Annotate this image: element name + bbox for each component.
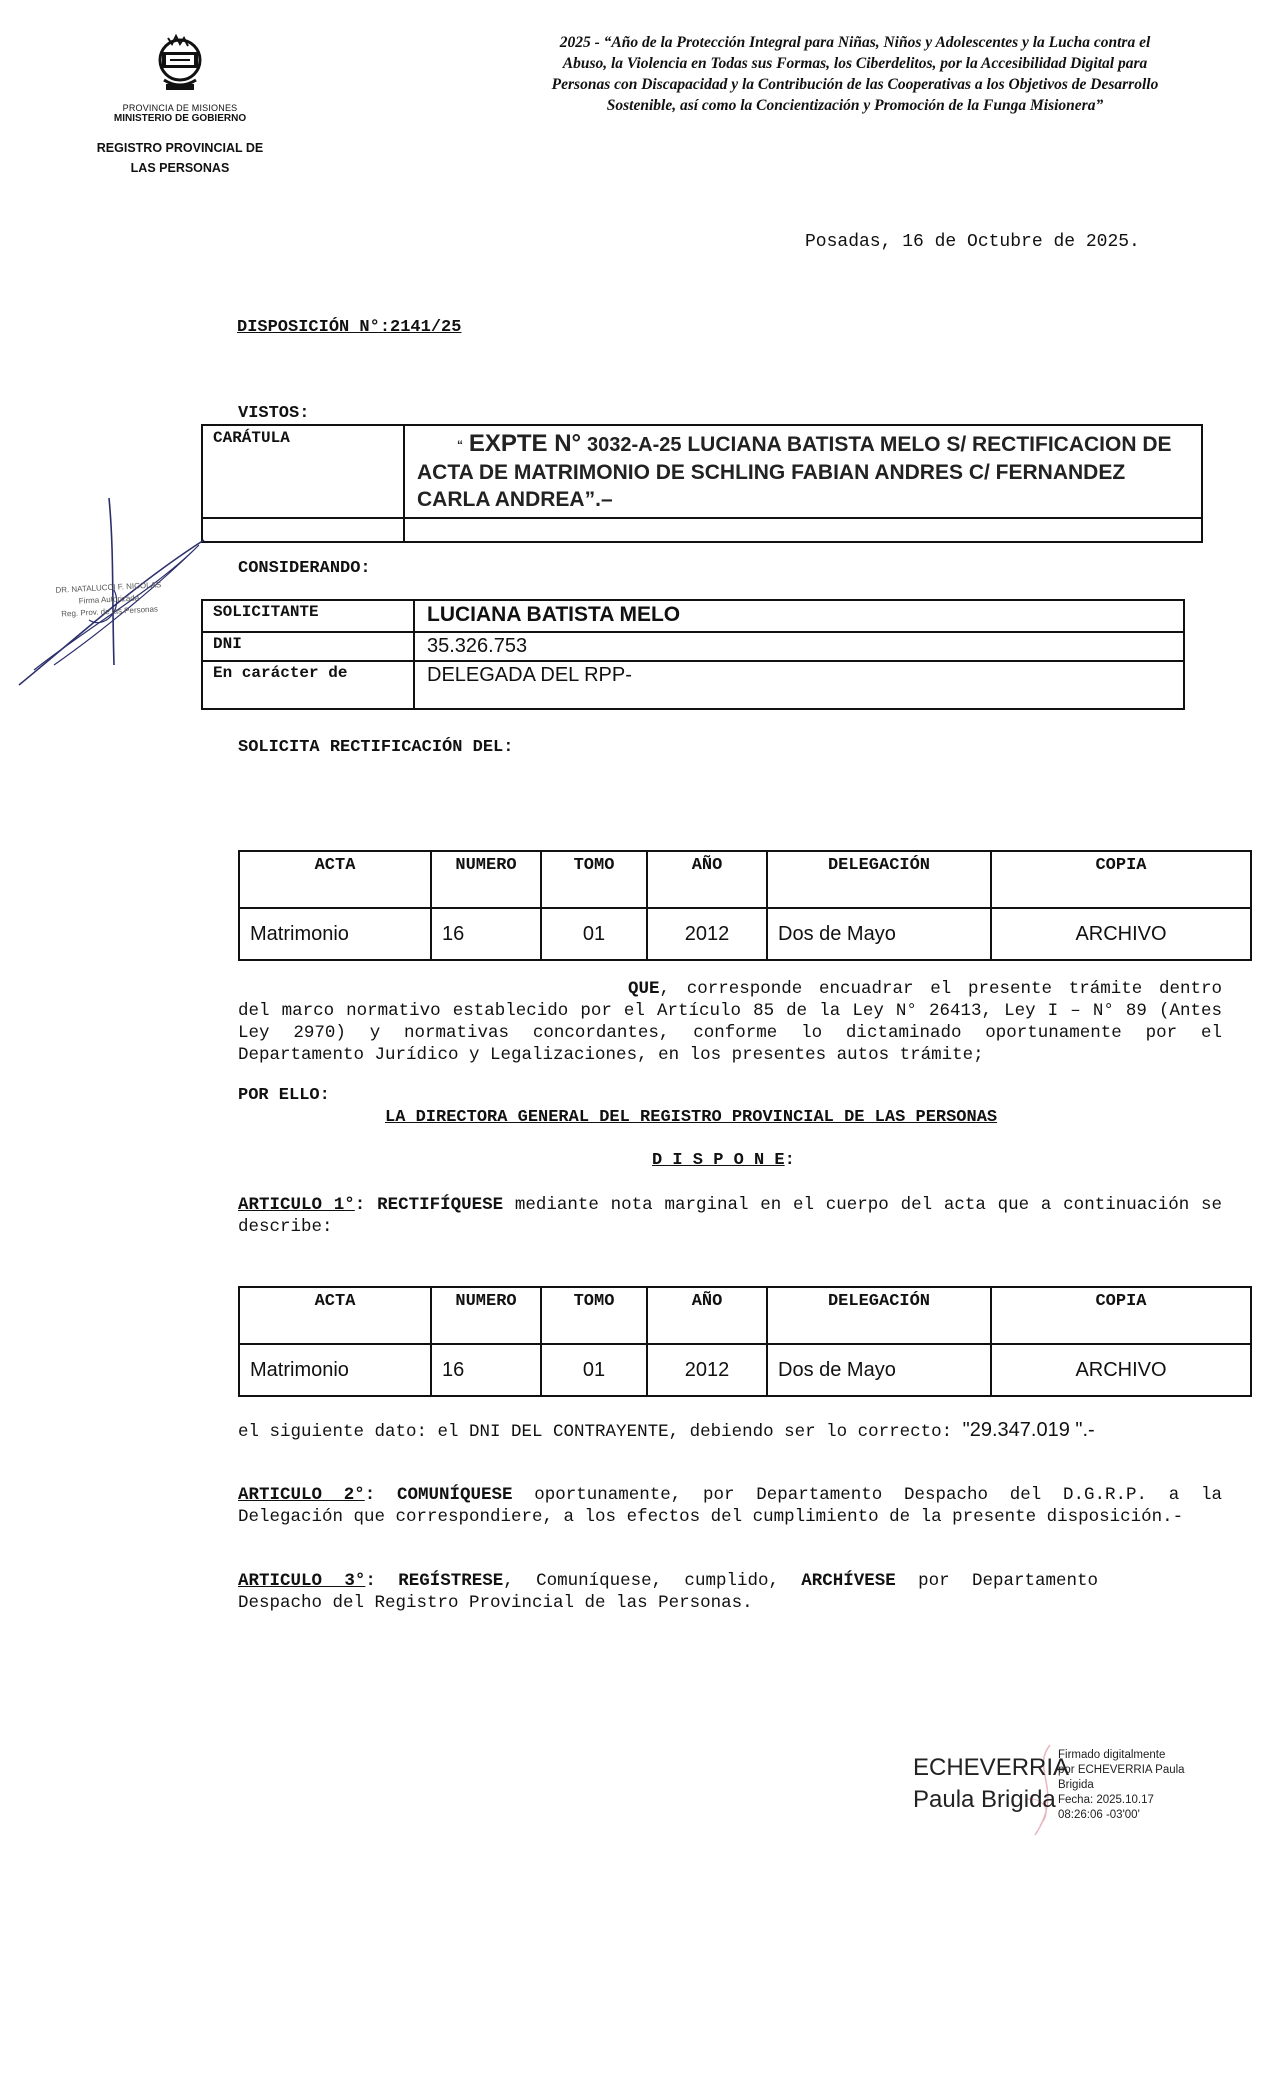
cell-acta: Matrimonio	[239, 1344, 431, 1396]
disposition-number: DISPOSICIÓN N°:2141/25	[237, 318, 462, 337]
caratula-label: CARÁTULA	[202, 425, 404, 518]
cell-anio: 2012	[647, 1344, 767, 1396]
caratula-text: LUCIANA BATISTA MELO S/ RECTIFICACION DE ACTA DE MATRIMONIO DE SCHLING FABIAN ANDRES C/ FERNANDEZ CARLA ANDREA	[417, 433, 1172, 511]
org-ministry: MINISTERIO DE GOBIERNO	[113, 113, 247, 124]
col-acta: ACTA	[239, 851, 431, 908]
signer-name: ECHEVERRIA Paula Brigida	[913, 1754, 1070, 1813]
que-paragraph: QUE, corresponde encuadrar el presente trámite dentro del marco normativo establecido por el Artículo 85 de la Ley N° 26413, Ley I – N° 89 (Antes Ley 2970) y normativas concordantes, conforme lo dictaminado oportunamente por el Departamento Jurídico y Legalizaciones, en los presentes autos trámite;	[238, 979, 1222, 1065]
cell-acta: Matrimonio	[239, 908, 431, 960]
col-numero: NUMERO	[431, 1287, 541, 1344]
authorization-stamp: DR. NATALUCCI F. NICOLAS Firma Autorizada Reg. Prov. de las Personas	[55, 580, 162, 619]
table-row	[239, 1344, 1251, 1396]
col-anio: AÑO	[647, 851, 767, 908]
cell-anio: 2012	[647, 908, 767, 960]
cell-tomo: 01	[541, 1344, 647, 1396]
col-numero: NUMERO	[431, 851, 541, 908]
document-date: Posadas, 16 de Octubre de 2025.	[805, 232, 1140, 252]
acta-table-rectify	[238, 1286, 1252, 1397]
empty-cell	[404, 518, 1202, 542]
col-copia: COPIA	[991, 851, 1251, 908]
solicitante-table	[201, 599, 1185, 710]
digital-signature-meta: Firmado digitalmente por ECHEVERRIA Paula Brigida Fecha: 2025.10.17 08:26:06 -03'00'	[1058, 1749, 1185, 1821]
articulo-2: ARTICULO 2°: COMUNÍQUESE oportunamente, por Departamento Despacho del D.G.R.P. a la Delegación que correspondiere, a los efectos del cumplimiento de la presente disposición.-	[238, 1485, 1222, 1527]
dispone-heading: D I S P O N E:	[652, 1151, 795, 1170]
caratula-value: “ EXPTE N° 3032-A-25 LUCIANA BATISTA MELO S/ RECTIFICACION DE ACTA DE MATRIMONIO DE SCHLING FABIAN ANDRES C/ FERNANDEZ CARLA ANDREA”.–	[404, 425, 1202, 518]
directora-title: LA DIRECTORA GENERAL DEL REGISTRO PROVINCIAL DE LAS PERSONAS	[385, 1108, 998, 1127]
expte-label: EXPTE N°	[468, 430, 582, 457]
header-logo-block	[80, 24, 280, 178]
cell-delegacion: Dos de Mayo	[767, 1344, 991, 1396]
table-row	[239, 908, 1251, 960]
vistos-label: VISTOS:	[238, 404, 310, 423]
year-motto: 2025 - “Año de la Protección Integral para Niñas, Niños y Adolescentes y la Lucha contra el Abuso, la Violencia en Todas sus Formas, los Ciberdelitos, por la Accesibilidad Digital para Personas con Discapacidad y la Contribución de las Cooperativas a los Objetivos de Desarrollo Sostenible, así como la Concientización y Promoción de la Funga Misionera”	[551, 34, 1159, 114]
expte-number: 3032-A-25	[586, 434, 682, 456]
correct-value: "29.347.019 ".-	[962, 1419, 1095, 1441]
empty-cell	[202, 518, 404, 542]
dato-line: el siguiente dato: el DNI DEL CONTRAYENTE, debiendo ser lo correcto: "29.347.019 ".-	[238, 1419, 1095, 1442]
col-tomo: TOMO	[541, 1287, 647, 1344]
cell-copia: ARCHIVO	[991, 908, 1251, 960]
dni-label: DNI	[202, 632, 414, 661]
col-acta: ACTA	[239, 1287, 431, 1344]
org-province: PROVINCIA DE MISIONES	[122, 103, 238, 113]
provincial-seal-icon	[144, 24, 216, 96]
acta-header-row	[239, 851, 1251, 908]
articulo-1: ARTICULO 1°: RECTIFÍQUESE mediante nota marginal en el cuerpo del acta que a continuación se describe:	[238, 1195, 1222, 1237]
cell-copia: ARCHIVO	[991, 1344, 1251, 1396]
col-delegacion: DELEGACIÓN	[767, 851, 991, 908]
caracter-value: DELEGADA DEL RPP-	[414, 661, 1184, 709]
cell-numero: 16	[431, 908, 541, 960]
acta-header-row	[239, 1287, 1251, 1344]
solicita-label: SOLICITA RECTIFICACIÓN DEL:	[238, 738, 514, 757]
dni-value: 35.326.753	[414, 632, 1184, 661]
cell-tomo: 01	[541, 908, 647, 960]
considerando-label: CONSIDERANDO:	[238, 559, 371, 578]
col-anio: AÑO	[647, 1287, 767, 1344]
solicitante-value: LUCIANA BATISTA MELO	[414, 600, 1184, 632]
acta-table-request	[238, 850, 1252, 961]
articulo-3: ARTICULO 3°: REGÍSTRESE, Comuníquese, cumplido, ARCHÍVESE por Departamento Despacho del Registro Provincial de las Personas.	[238, 1571, 1099, 1613]
col-tomo: TOMO	[541, 851, 647, 908]
caracter-label: En carácter de	[202, 661, 414, 709]
col-copia: COPIA	[991, 1287, 1251, 1344]
por-ello-label: POR ELLO:	[238, 1086, 330, 1105]
solicitante-label: SOLICITANTE	[202, 600, 414, 632]
vistos-table	[201, 424, 1203, 543]
cell-numero: 16	[431, 1344, 541, 1396]
org-registry: REGISTRO PROVINCIAL DE LAS PERSONAS	[96, 141, 264, 175]
col-delegacion: DELEGACIÓN	[767, 1287, 991, 1344]
cell-delegacion: Dos de Mayo	[767, 908, 991, 960]
